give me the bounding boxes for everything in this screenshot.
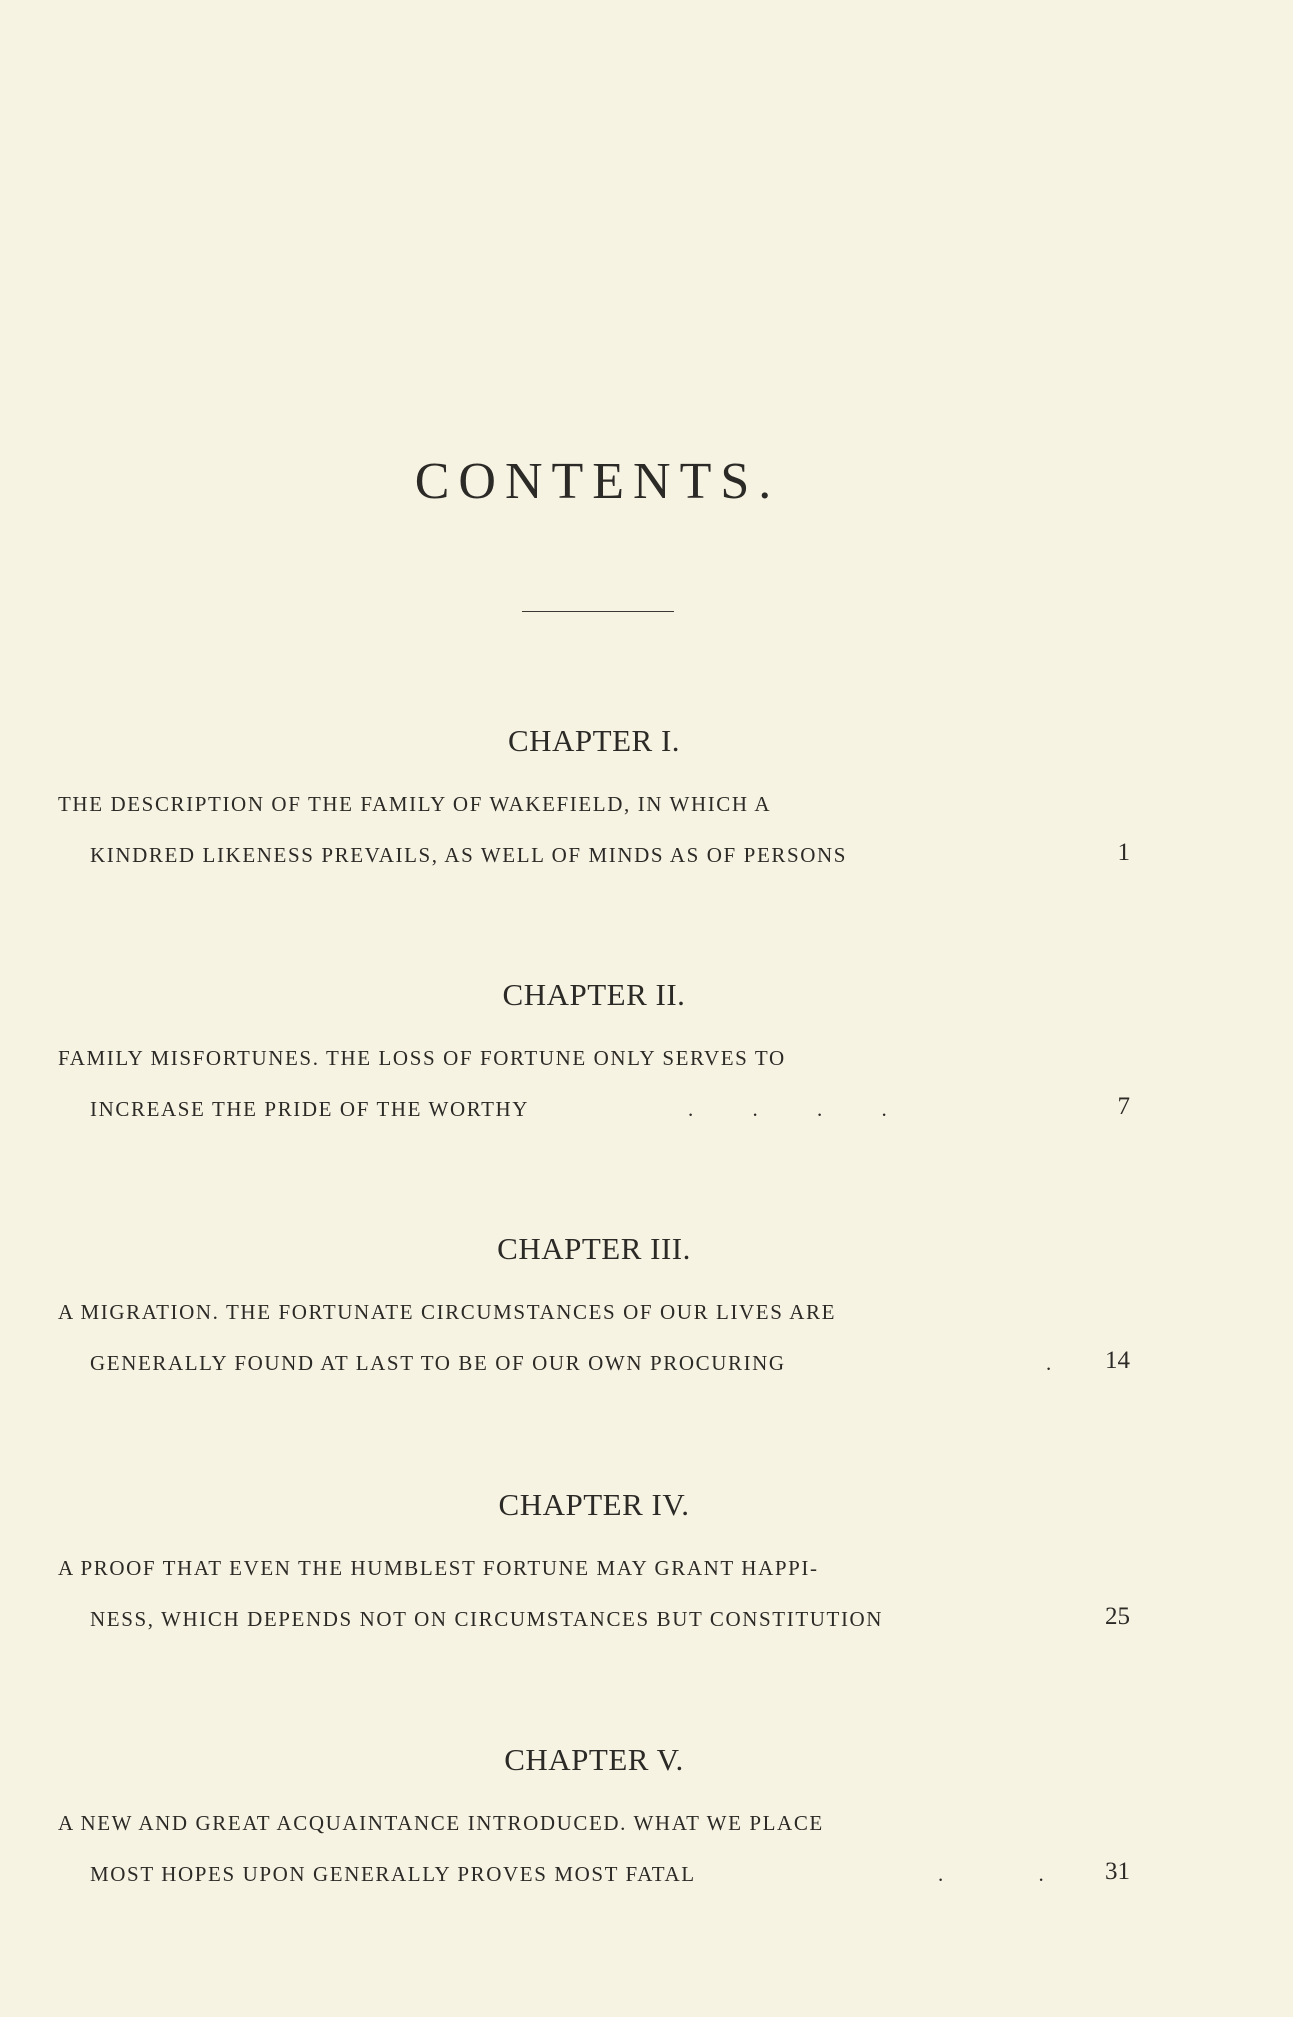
dot-leaders: . . . . bbox=[688, 1097, 887, 1121]
chapter-heading: CHAPTER V. bbox=[504, 1742, 684, 1777]
page-number: 31 bbox=[1105, 1858, 1130, 1885]
chapter-entry-1 bbox=[58, 723, 1130, 868]
dot-leaders: . . bbox=[938, 1862, 1044, 1886]
dot-leaders: . bbox=[1046, 1351, 1052, 1375]
chapter-summary-line-2: KINDRED LIKENESS PREVAILS, AS WELL OF MINDS AS OF PERSONS 1 bbox=[90, 839, 1130, 867]
chapter-summary-line-1: A PROOF THAT EVEN THE HUMBLEST FORTUNE MAY GRANT HAPPI- bbox=[58, 1556, 819, 1580]
chapter-summary-line-1: THE DESCRIPTION OF THE FAMILY OF WAKEFIELD, IN WHICH A bbox=[58, 792, 772, 816]
chapter-summary-line-2: NESS, WHICH DEPENDS NOT ON CIRCUMSTANCES BUT CONSTITUTION 25 bbox=[90, 1603, 1130, 1631]
chapter-summary-line-2: INCREASE THE PRIDE OF THE WORTHY . . . . 7 bbox=[90, 1093, 1130, 1121]
chapter-summary-line-1: FAMILY MISFORTUNES. THE LOSS OF FORTUNE ONLY SERVES TO bbox=[58, 1046, 786, 1070]
chapter-summary-line-2: MOST HOPES UPON GENERALLY PROVES MOST FATAL . . 31 bbox=[90, 1858, 1130, 1886]
chapter-heading: CHAPTER III. bbox=[497, 1231, 691, 1266]
chapter-entry-4 bbox=[58, 1487, 1130, 1632]
chapter-summary-line-1: A MIGRATION. THE FORTUNATE CIRCUMSTANCES OF OUR LIVES ARE bbox=[58, 1300, 837, 1324]
chapter-summary-line-1: A NEW AND GREAT ACQUAINTANCE INTRODUCED. WHAT WE PLACE bbox=[58, 1811, 824, 1835]
title-rule bbox=[522, 611, 674, 612]
contents-title: CONTENTS. bbox=[414, 453, 781, 510]
page-number: 7 bbox=[1117, 1093, 1130, 1120]
chapter-summary-line-2: GENERALLY FOUND AT LAST TO BE OF OUR OWN PROCURING . 14 bbox=[90, 1347, 1130, 1375]
page-number: 14 bbox=[1105, 1347, 1130, 1374]
chapter-entry-3 bbox=[58, 1231, 1130, 1376]
page-number: 1 bbox=[1117, 839, 1130, 866]
chapter-heading: CHAPTER I. bbox=[507, 723, 681, 758]
chapter-heading: CHAPTER IV. bbox=[498, 1487, 690, 1522]
page-number: 25 bbox=[1105, 1603, 1130, 1630]
chapter-heading: CHAPTER II. bbox=[502, 977, 686, 1012]
chapter-entry-5 bbox=[58, 1742, 1130, 1887]
chapter-entry-2 bbox=[58, 977, 1130, 1122]
